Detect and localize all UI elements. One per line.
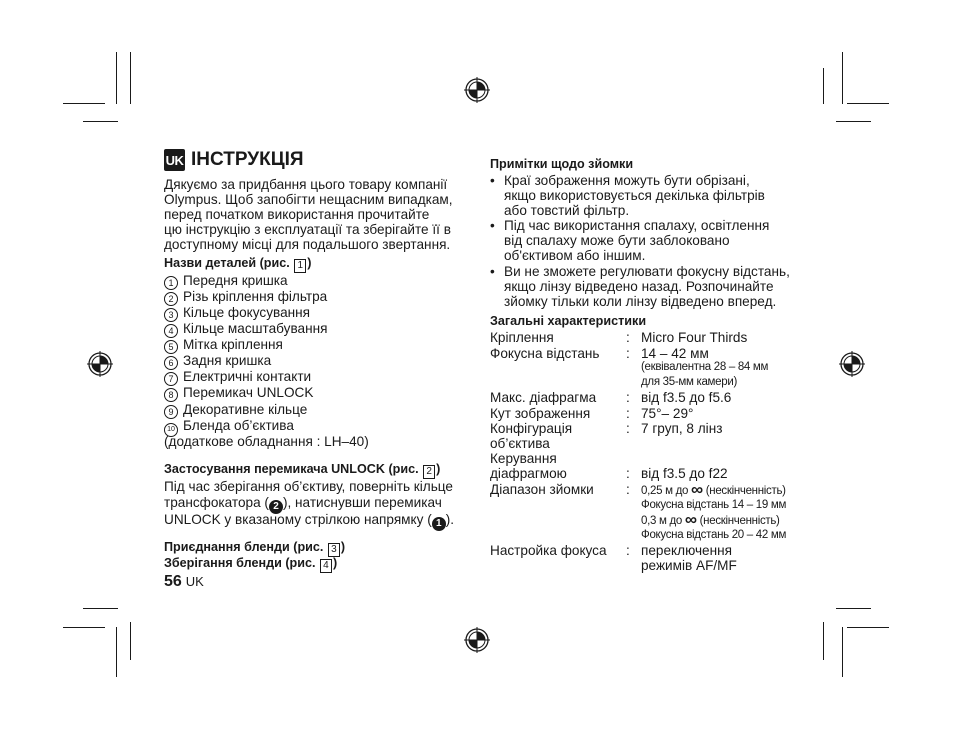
note-line: зйомку тільки коли лінзу відведено вперед. <box>504 294 777 309</box>
parts-list-item: 10 Бленда об’єктива <box>164 418 294 437</box>
spec-colon: : <box>626 543 630 558</box>
step-marker: 1 <box>432 517 446 531</box>
intro-line: Дякуємо за придбання цього товару компанії <box>164 177 448 192</box>
parts-list-item: 3 Кільце фокусування <box>164 305 310 322</box>
language-badge: UK <box>164 149 185 171</box>
crop-mark <box>63 627 105 628</box>
spec-colon: : <box>626 330 630 345</box>
spec-value: 0,3 м до ∞ (нескінченність) <box>641 510 780 529</box>
parts-list-item: 1 Передня кришка <box>164 273 288 290</box>
specs-heading: Загальні характеристики <box>490 314 647 328</box>
spec-note: Фокусна відстань 20 – 42 мм <box>641 529 787 541</box>
note-line: якщо використовується декілька фільтрів <box>504 188 765 203</box>
parts-list-item: 5 Мітка кріплення <box>164 337 283 354</box>
hood-store-heading: Зберігання бленди (рис. 4 ) <box>164 556 338 571</box>
crop-mark <box>842 52 843 104</box>
crop-mark <box>83 121 118 122</box>
note-line: Під час використання спалаху, освітлення <box>504 218 770 233</box>
crop-mark <box>836 121 871 122</box>
infinity-icon: ∞ <box>684 510 697 529</box>
crop-mark <box>130 52 131 104</box>
spec-colon: : <box>626 406 630 421</box>
unlock-line: Під час зберігання об’єктиву, поверніть кільце <box>164 479 453 494</box>
crop-mark <box>836 608 871 609</box>
item-number: 1 <box>164 276 178 290</box>
item-number: 8 <box>164 388 178 402</box>
step-marker: 2 <box>269 500 283 514</box>
spec-value: режимів AF/MF <box>641 558 737 573</box>
parts-list-item: 6 Задня кришка <box>164 353 271 370</box>
intro-line: доступному місці для подальшого звертання. <box>164 237 451 252</box>
note-line: Краї зображення можуть бути обрізані, <box>504 173 750 188</box>
spec-value: 7 груп, 8 лінз <box>641 421 723 436</box>
spec-label: Діапазон зйомки <box>490 482 594 497</box>
spec-label: діафрагмою <box>490 466 567 481</box>
hood-attach-heading: Приєднання бленди (рис. 3 ) <box>164 540 346 555</box>
spec-value: від f3.5 до f5.6 <box>641 390 732 405</box>
crop-mark <box>63 103 105 104</box>
spec-label: Керування <box>490 451 557 466</box>
note-line: від спалаху може бути заблоковано <box>504 233 730 248</box>
parts-list-item: 9 Декоративне кільце <box>164 402 307 419</box>
figure-ref: 2 <box>423 465 435 479</box>
spec-colon: : <box>626 346 630 361</box>
item-number: 9 <box>164 405 178 419</box>
item-number: 2 <box>164 292 178 306</box>
unlock-heading: Застосування перемикача UNLOCK (рис. 2 ) <box>164 462 441 477</box>
parts-note: (додаткове обладнання : LH–40) <box>164 434 369 449</box>
spec-value: 14 – 42 мм <box>641 346 709 361</box>
bullet: • <box>490 173 495 188</box>
figure-ref: 4 <box>320 559 332 573</box>
spec-label: Фокусна відстань <box>490 346 600 361</box>
spec-note: для 35-мм камери) <box>641 376 738 388</box>
crop-mark <box>130 622 131 660</box>
spec-label: об’єктива <box>490 436 550 451</box>
spec-label: Макс. діафрагма <box>490 390 597 405</box>
page-language: UK <box>185 574 204 589</box>
crop-mark <box>823 68 824 104</box>
parts-list-item: 2 Різь кріплення фільтра <box>164 289 327 306</box>
note-line: об'єктивом або іншим. <box>504 248 646 263</box>
spec-label: Кут зображення <box>490 406 591 421</box>
crop-mark <box>842 627 843 677</box>
unlock-line: UNLOCK у вказаному стрілкою напрямку ( 1 ). <box>164 512 455 529</box>
spec-colon: : <box>626 421 630 436</box>
spec-value: Micro Four Thirds <box>641 330 748 345</box>
registration-mark-icon <box>464 77 490 103</box>
note-line: Ви не зможете регулювати фокусну відстань, <box>504 264 790 279</box>
spec-note: (еквівалентна 28 – 84 мм <box>641 361 769 373</box>
spec-label: Кріплення <box>490 330 554 345</box>
parts-list-item: 8 Перемикач UNLOCK <box>164 385 313 402</box>
registration-mark-icon <box>464 627 490 653</box>
crop-mark <box>847 627 889 628</box>
item-number: 4 <box>164 324 178 338</box>
spec-value: 75°– 29° <box>641 406 694 421</box>
spec-note: Фокусна відстань 14 – 19 мм <box>641 499 787 511</box>
crop-mark <box>116 627 117 677</box>
item-number: 10 <box>164 423 178 437</box>
intro-line: перед початком використання прочитайте <box>164 207 430 222</box>
crop-mark <box>83 608 118 609</box>
intro-line: Olympus. Щоб запобігти нещасним випадкам, <box>164 192 453 207</box>
item-number: 5 <box>164 340 178 354</box>
page-number: 56 <box>164 573 182 590</box>
spec-value: переключення <box>641 543 732 558</box>
figure-ref: 1 <box>294 259 306 273</box>
crop-mark <box>823 622 824 660</box>
infinity-icon: ∞ <box>691 480 703 499</box>
spec-colon: : <box>626 390 630 405</box>
item-number: 6 <box>164 356 178 370</box>
crop-mark <box>847 103 889 104</box>
spec-colon: : <box>626 466 630 481</box>
item-number: 7 <box>164 372 178 386</box>
title-text: ІНСТРУКЦІЯ <box>191 149 304 170</box>
figure-ref: 3 <box>328 543 340 557</box>
parts-list-item: 4 Кільце масштабування <box>164 321 327 338</box>
page-title <box>164 149 304 171</box>
shooting-notes-heading: Примітки щодо зйомки <box>490 157 634 171</box>
unlock-line: трансфокатора ( 2 ), натиснувши перемикач <box>164 495 442 512</box>
note-line: або товстий фільтр. <box>504 203 630 218</box>
item-number: 3 <box>164 308 178 322</box>
intro-line: цю інструкцію з експлуатації та зберігайте її в <box>164 222 451 237</box>
spec-colon: : <box>626 482 630 497</box>
page-footer <box>164 573 204 591</box>
registration-mark-icon <box>839 351 865 377</box>
bullet: • <box>490 264 495 279</box>
bullet: • <box>490 218 495 233</box>
note-line: якщо лінзу відведено назад. Розпочинайте <box>504 279 774 294</box>
spec-value: 0,25 м до ∞ (нескінченність) <box>641 480 786 499</box>
parts-list-item: 7 Електричні контакти <box>164 369 311 386</box>
spec-label: Конфігурація <box>490 421 573 436</box>
crop-mark <box>116 52 117 104</box>
spec-label: Настройка фокуса <box>490 543 607 558</box>
registration-mark-icon <box>87 351 113 377</box>
spec-value: від f3.5 до f22 <box>641 466 728 481</box>
parts-heading: Назви деталей (рис. 1 ) <box>164 256 312 271</box>
